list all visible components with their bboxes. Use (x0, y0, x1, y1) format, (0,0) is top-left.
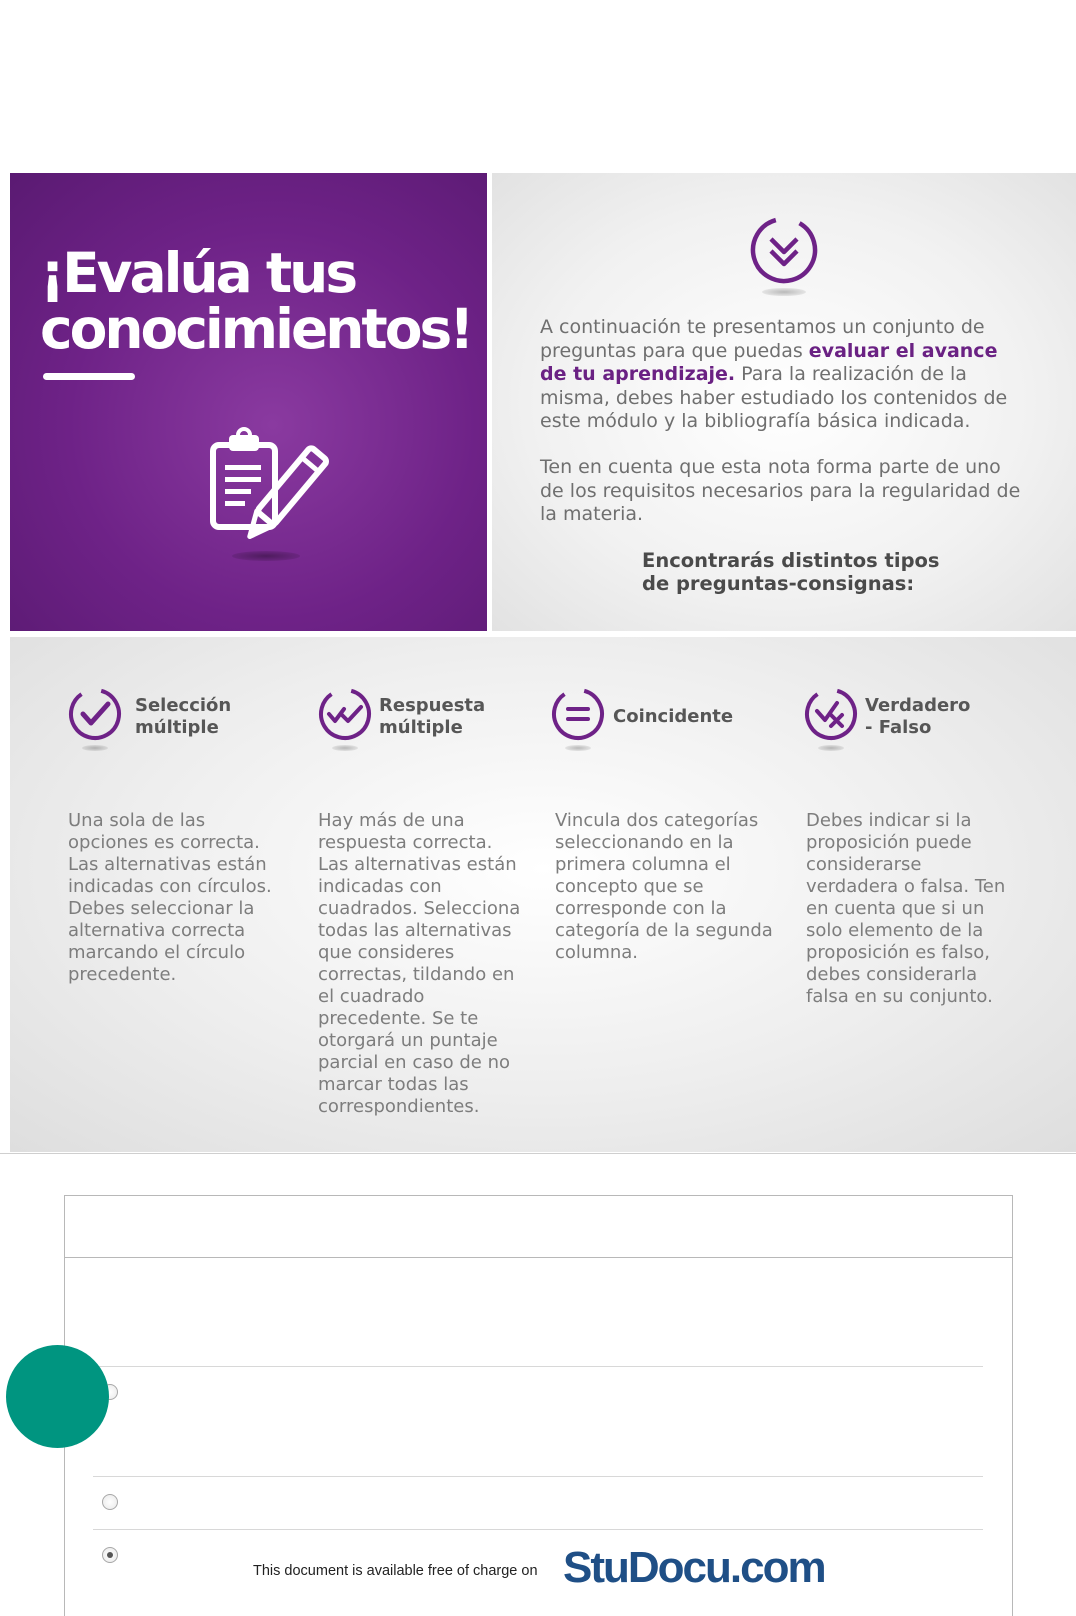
icon-shadow (82, 745, 108, 751)
hero-title (40, 241, 480, 361)
question-types-panel (10, 637, 1076, 1152)
check-cross-circle-icon (804, 687, 858, 741)
hero-title-line1: ¡Evalúa tus (40, 241, 356, 305)
question-header-divider (64, 1257, 1012, 1258)
equals-circle-icon (551, 687, 605, 741)
type-description: Hay más de una respuesta correcta. Las alternativas están indicadas con cuadrados. Selecciona todas las alternativas que consideres correctas, tildando en el cuadrado precedente. Se te otorgará un puntaje parcial en caso de no marcar todas las correspondientes. (318, 810, 521, 1117)
intro-paragraph-2: Ten en cuenta que esta nota forma parte de uno de los requisitos necesarios para la regularidad de la materia. (540, 456, 1021, 525)
hero-title-line2: conocimientos! (40, 297, 472, 361)
double-chevron-down-icon (749, 215, 819, 285)
icon-shadow (565, 745, 591, 751)
title-underline (43, 373, 135, 380)
intro-emphasis: evaluar el avance de tu aprendizaje. (540, 339, 998, 385)
type-description: Vincula dos categorías seleccionando en la primera columna el concepto que se corresponde con la categoría de la segunda columna. (555, 810, 773, 963)
option-radio-selected[interactable] (102, 1547, 118, 1563)
option-radio[interactable] (102, 1494, 118, 1510)
clipboard-pencil-icon (205, 423, 335, 563)
section-divider (0, 1153, 1076, 1154)
hero-panel (10, 173, 487, 631)
type-title: Verdadero - Falso (865, 695, 971, 738)
intro-paragraph-1: A continuación te presentamos un conjunto de preguntas para que puedas evaluar el avance de tu aprendizaje. Para la realización de la misma, debes haber estudiado los contenidos de este módulo y la bibliografía básica indicada. (540, 316, 1008, 432)
type-title: Respuesta múltiple (379, 695, 486, 738)
double-check-circle-icon (318, 687, 372, 741)
studocu-logo[interactable]: StuDocu.com (563, 1543, 825, 1592)
icon-shadow (332, 745, 358, 751)
type-title: Selección múltiple (135, 695, 232, 738)
decorative-circle (6, 1345, 109, 1448)
type-description: Debes indicar si la proposición puede considerarse verdadera o falsa. Ten en cuenta que si un solo elemento de la proposición es falso, debes considerarla falsa en su conjunto. (806, 810, 1006, 1007)
check-circle-icon (68, 687, 122, 741)
option-divider (93, 1366, 983, 1367)
type-description: Una sola de las opciones es correcta. Las alternativas están indicadas con círculos. Debes seleccionar la alternativa correcta marcando el círculo precedente. (68, 810, 272, 985)
question-box (64, 1195, 1013, 1616)
footer-text: This document is available free of charge on (253, 1563, 538, 1579)
option-divider (93, 1476, 983, 1477)
intro-panel (492, 173, 1076, 631)
icon-shadow (232, 551, 300, 561)
icon-shadow (818, 745, 844, 751)
icon-shadow (762, 288, 806, 296)
option-divider (93, 1529, 983, 1530)
type-title: Coincidente (613, 706, 734, 727)
types-heading: Encontrarás distintos tipos de preguntas-consignas: (642, 549, 940, 595)
